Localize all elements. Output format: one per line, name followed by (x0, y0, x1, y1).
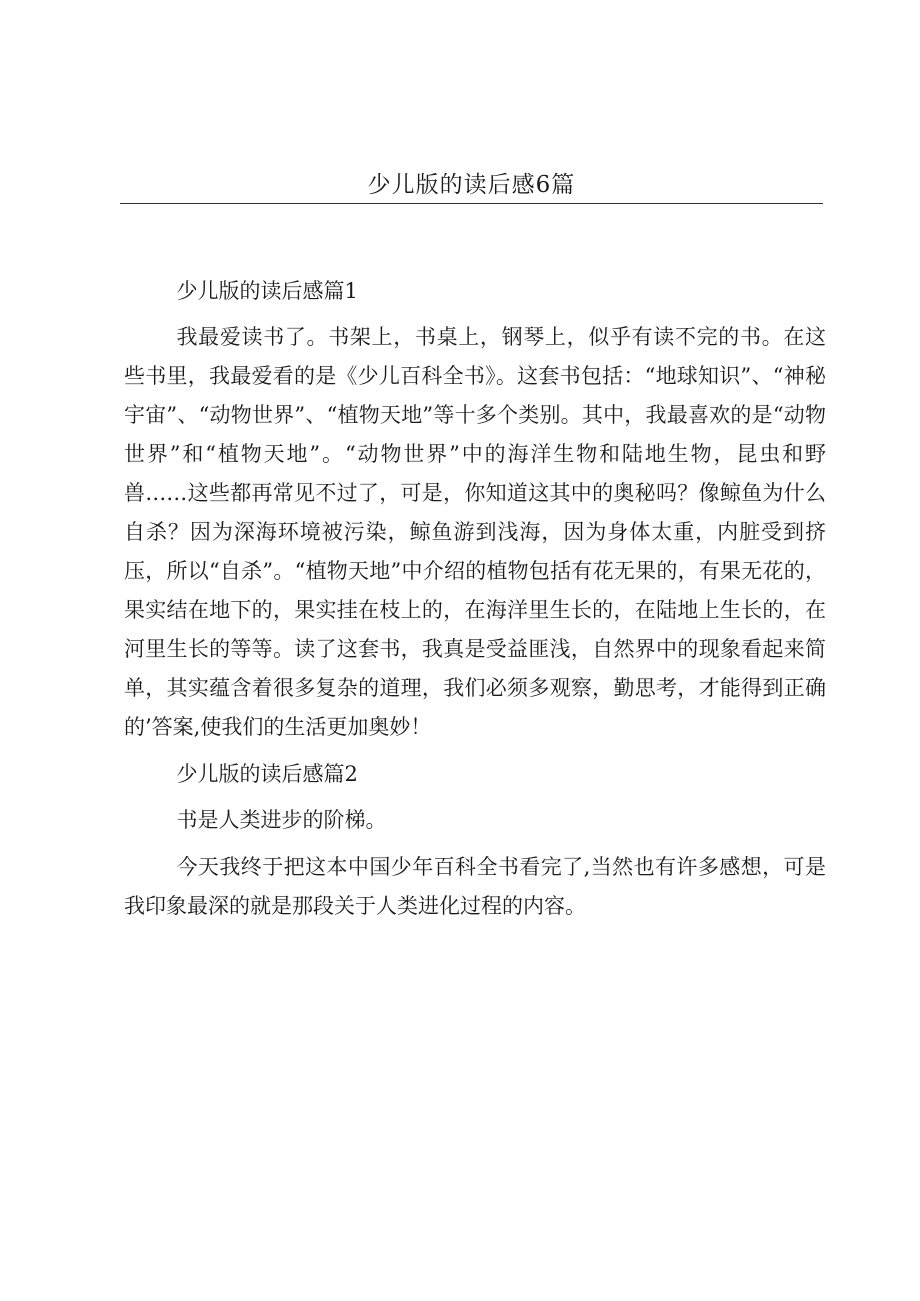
section-2-paragraph-1: 书是人类进步的阶梯。 (176, 808, 387, 832)
section-1-heading: 少儿版的读后感篇1 (176, 279, 358, 303)
document-body (124, 272, 826, 934)
section-2-paragraph-2: 今天我终于把这本中国少年百科全书看完了,当然也有许多感想，可是我印象最深的就是那段关于人类进化过程的内容。 (124, 855, 826, 918)
title-underline (120, 203, 823, 204)
section-1-paragraph-1: 我最爱读书了。书架上，书桌上，钢琴上，似乎有读不完的书。在这些书里，我最爱看的是《少儿百科全书》。这套书包括：“地球知识”、“神秘宇宙”、“动物世界”、“植物天地”等十多个类别。其中，我最喜欢的是“动物世界”和“植物天地”。“动物世界”中的海洋生物和陆地生物，昆虫和野兽……这些都再常见不过了，可是，你知道这其中的奥秘吗？像鲸鱼为什么自杀？因为深海环境被污染，鲸鱼游到浅海，因为身体太重，内脏受到挤压，所以“自杀”。“植物天地”中介绍的植物包括有花无果的，有果无花的，果实结在地下的，果实挂在枝上的，在海洋里生长的，在陆地上生长的，在河里生长的等等。读了这套书，我真是受益匪浅，自然界中的现象看起来简单，其实蕴含着很多复杂的道理，我们必须多观察，勤思考，才能得到正确的’答案,使我们的生活更加奥妙！ (124, 325, 826, 739)
document-title: 少儿版的读后感6篇 (367, 172, 576, 198)
section-2-heading: 少儿版的读后感篇2 (176, 762, 358, 786)
